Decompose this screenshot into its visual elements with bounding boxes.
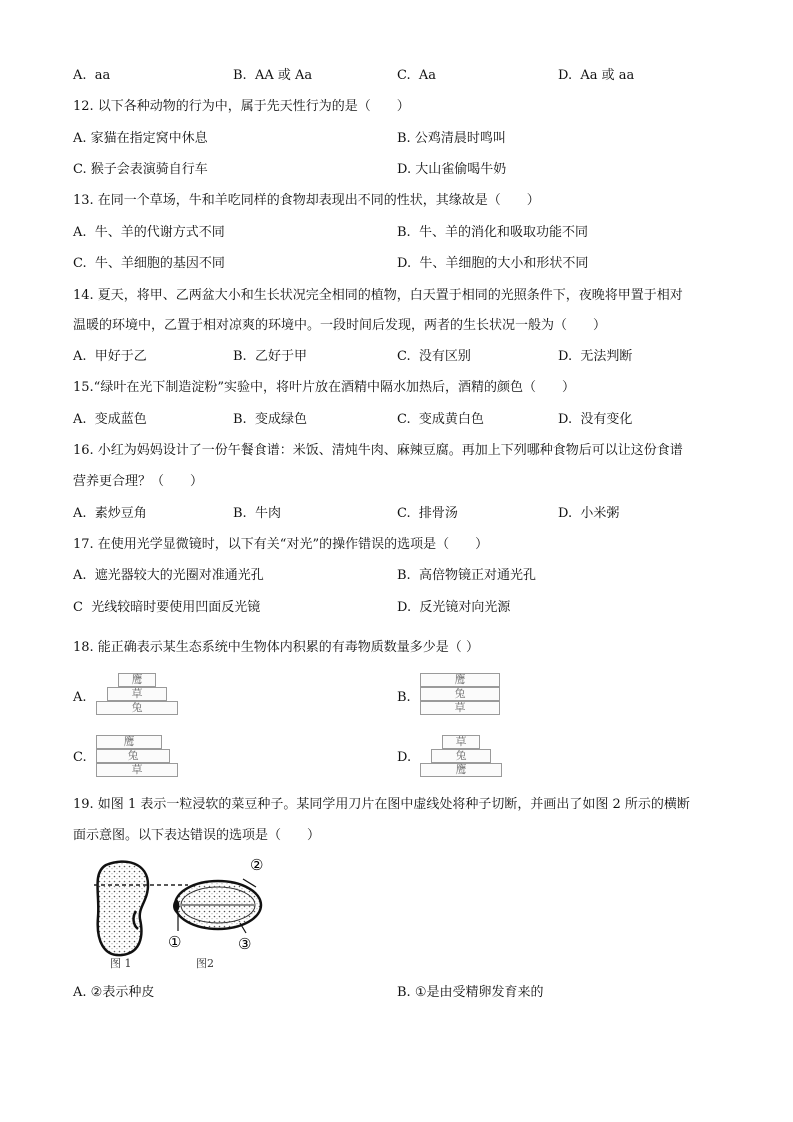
q17-option-a: A. 遮光器较大的光圈对准通光孔 <box>73 568 264 583</box>
pyramid-c-bottom: 草 <box>96 763 178 777</box>
q17-stem: 17. 在使用光学显微镜时，以下有关“对光”的操作错误的选项是（ ） <box>73 537 489 552</box>
q15-option-c: C. 变成黄白色 <box>397 412 484 427</box>
q16-option-c: C. 排骨汤 <box>397 506 458 521</box>
q16-option-b: B. 牛肉 <box>233 506 281 521</box>
q17-option-b: B. 高倍物镜正对通光孔 <box>397 568 536 583</box>
q16-option-a: A. 素炒豆角 <box>73 506 147 521</box>
q17-option-c: C 光线较暗时要使用凹面反光镜 <box>73 600 261 615</box>
stack-b-middle: 兔 <box>420 687 500 701</box>
q12-option-d: D. 大山雀偷喝牛奶 <box>397 162 507 177</box>
q19-stem-line1: 19. 如图 1 表示一粒浸软的菜豆种子。某同学用刀片在图中虚线处将种子切断，并画出了如图 2 所示的横断 <box>73 797 690 812</box>
q15-option-d: D. 没有变化 <box>558 412 633 427</box>
q16-stem-line1: 16. 小红为妈妈设计了一份午餐食谱：米饭、清炖牛肉、麻辣豆腐。再加上下列哪种食物后可以让这份食谱 <box>73 443 683 458</box>
marker-3-label: ③ <box>238 935 252 953</box>
q14-stem-line1: 14. 夏天，将甲、乙两盆大小和生长状况完全相同的植物，白天置于相同的光照条件下，夜晚将甲置于相对 <box>73 288 683 303</box>
pyramid-c-top: 鹰 <box>96 735 162 749</box>
q11-option-d: D. Aa 或 aa <box>558 68 635 83</box>
q13-option-d: D. 牛、羊细胞的大小和形状不同 <box>397 256 589 271</box>
q16-stem-line2: 营养更合理？（ ） <box>73 474 204 489</box>
q18-option-b-letter: B. <box>397 690 411 705</box>
pyramid-d-top: 草 <box>442 735 480 749</box>
marker-2-label: ② <box>250 856 264 874</box>
q18-option-c-letter: C. <box>73 750 87 765</box>
q15-option-b: B. 变成绿色 <box>233 412 307 427</box>
q19-option-a: A. ②表示种皮 <box>73 985 155 1000</box>
whole-bean-drawing <box>98 862 149 956</box>
q11-option-b: B. AA 或 Aa <box>233 68 313 83</box>
pyramid-d-bottom: 鹰 <box>420 763 502 777</box>
q11-option-c: C. Aa <box>397 68 437 83</box>
q19-stem-line2: 面示意图。以下表达错误的选项是（ ） <box>73 828 321 843</box>
cross-section-drawing <box>173 881 261 929</box>
q13-option-b: B. 牛、羊的消化和吸取功能不同 <box>397 225 588 240</box>
stack-b-bottom: 草 <box>420 701 500 715</box>
q14-option-b: B. 乙好于甲 <box>233 349 307 364</box>
marker-1-label: ① <box>168 933 182 951</box>
q17-option-d: D. 反光镜对向光源 <box>397 600 511 615</box>
q13-stem: 13. 在同一个草场，牛和羊吃同样的食物却表现出不同的性状，其缘故是（ ） <box>73 193 540 208</box>
pyramid-a-top: 鹰 <box>118 673 156 687</box>
pyramid-d-middle: 兔 <box>431 749 491 763</box>
q12-option-b: B. 公鸡清晨时鸣叫 <box>397 131 506 146</box>
q18-option-c-pyramid <box>96 735 178 779</box>
q14-stem-line2: 温暖的环境中，乙置于相对凉爽的环境中。一段时间后发现，两者的生长状况一般为（ ） <box>73 318 607 333</box>
q18-option-b-stack <box>420 673 500 717</box>
q12-option-a: A. 家猫在指定窝中休息 <box>73 131 208 146</box>
stack-b-top: 鹰 <box>420 673 500 687</box>
q18-option-d-letter: D. <box>397 750 412 765</box>
fig1-label: 图 1 <box>110 957 132 970</box>
pyramid-a-middle: 草 <box>107 687 167 701</box>
q14-option-c: C. 没有区别 <box>397 349 471 364</box>
q15-stem: 15.“绿叶在光下制造淀粉”实验中，将叶片放在酒精中隔水加热后，酒精的颜色（ ） <box>73 380 575 395</box>
pyramid-c-middle: 兔 <box>96 749 170 763</box>
q13-option-c: C. 牛、羊细胞的基因不同 <box>73 256 225 271</box>
q19-option-b: B. ①是由受精卵发育来的 <box>397 985 544 1000</box>
q12-stem: 12. 以下各种动物的行为中，属于先天性行为的是（ ） <box>73 99 410 114</box>
q14-option-a: A. 甲好于乙 <box>73 349 147 364</box>
q18-stem: 18. 能正确表示某生态系统中生物体内积累的有毒物质数量多少是（ ） <box>73 640 479 655</box>
q16-option-d: D. 小米粥 <box>558 506 620 521</box>
q18-option-d-pyramid <box>420 735 502 779</box>
bean-seed-figure <box>88 855 278 970</box>
q14-option-d: D. 无法判断 <box>558 349 633 364</box>
pyramid-a-bottom: 兔 <box>96 701 178 715</box>
q12-option-c: C. 猴子会表演骑自行车 <box>73 162 208 177</box>
q11-option-a: A. aa <box>73 68 111 83</box>
q18-option-a-pyramid <box>96 673 178 717</box>
q18-option-a-letter: A. <box>73 690 87 705</box>
fig2-label: 图2 <box>196 957 214 970</box>
q15-option-a: A. 变成蓝色 <box>73 412 147 427</box>
q13-option-a: A. 牛、羊的代谢方式不同 <box>73 225 225 240</box>
